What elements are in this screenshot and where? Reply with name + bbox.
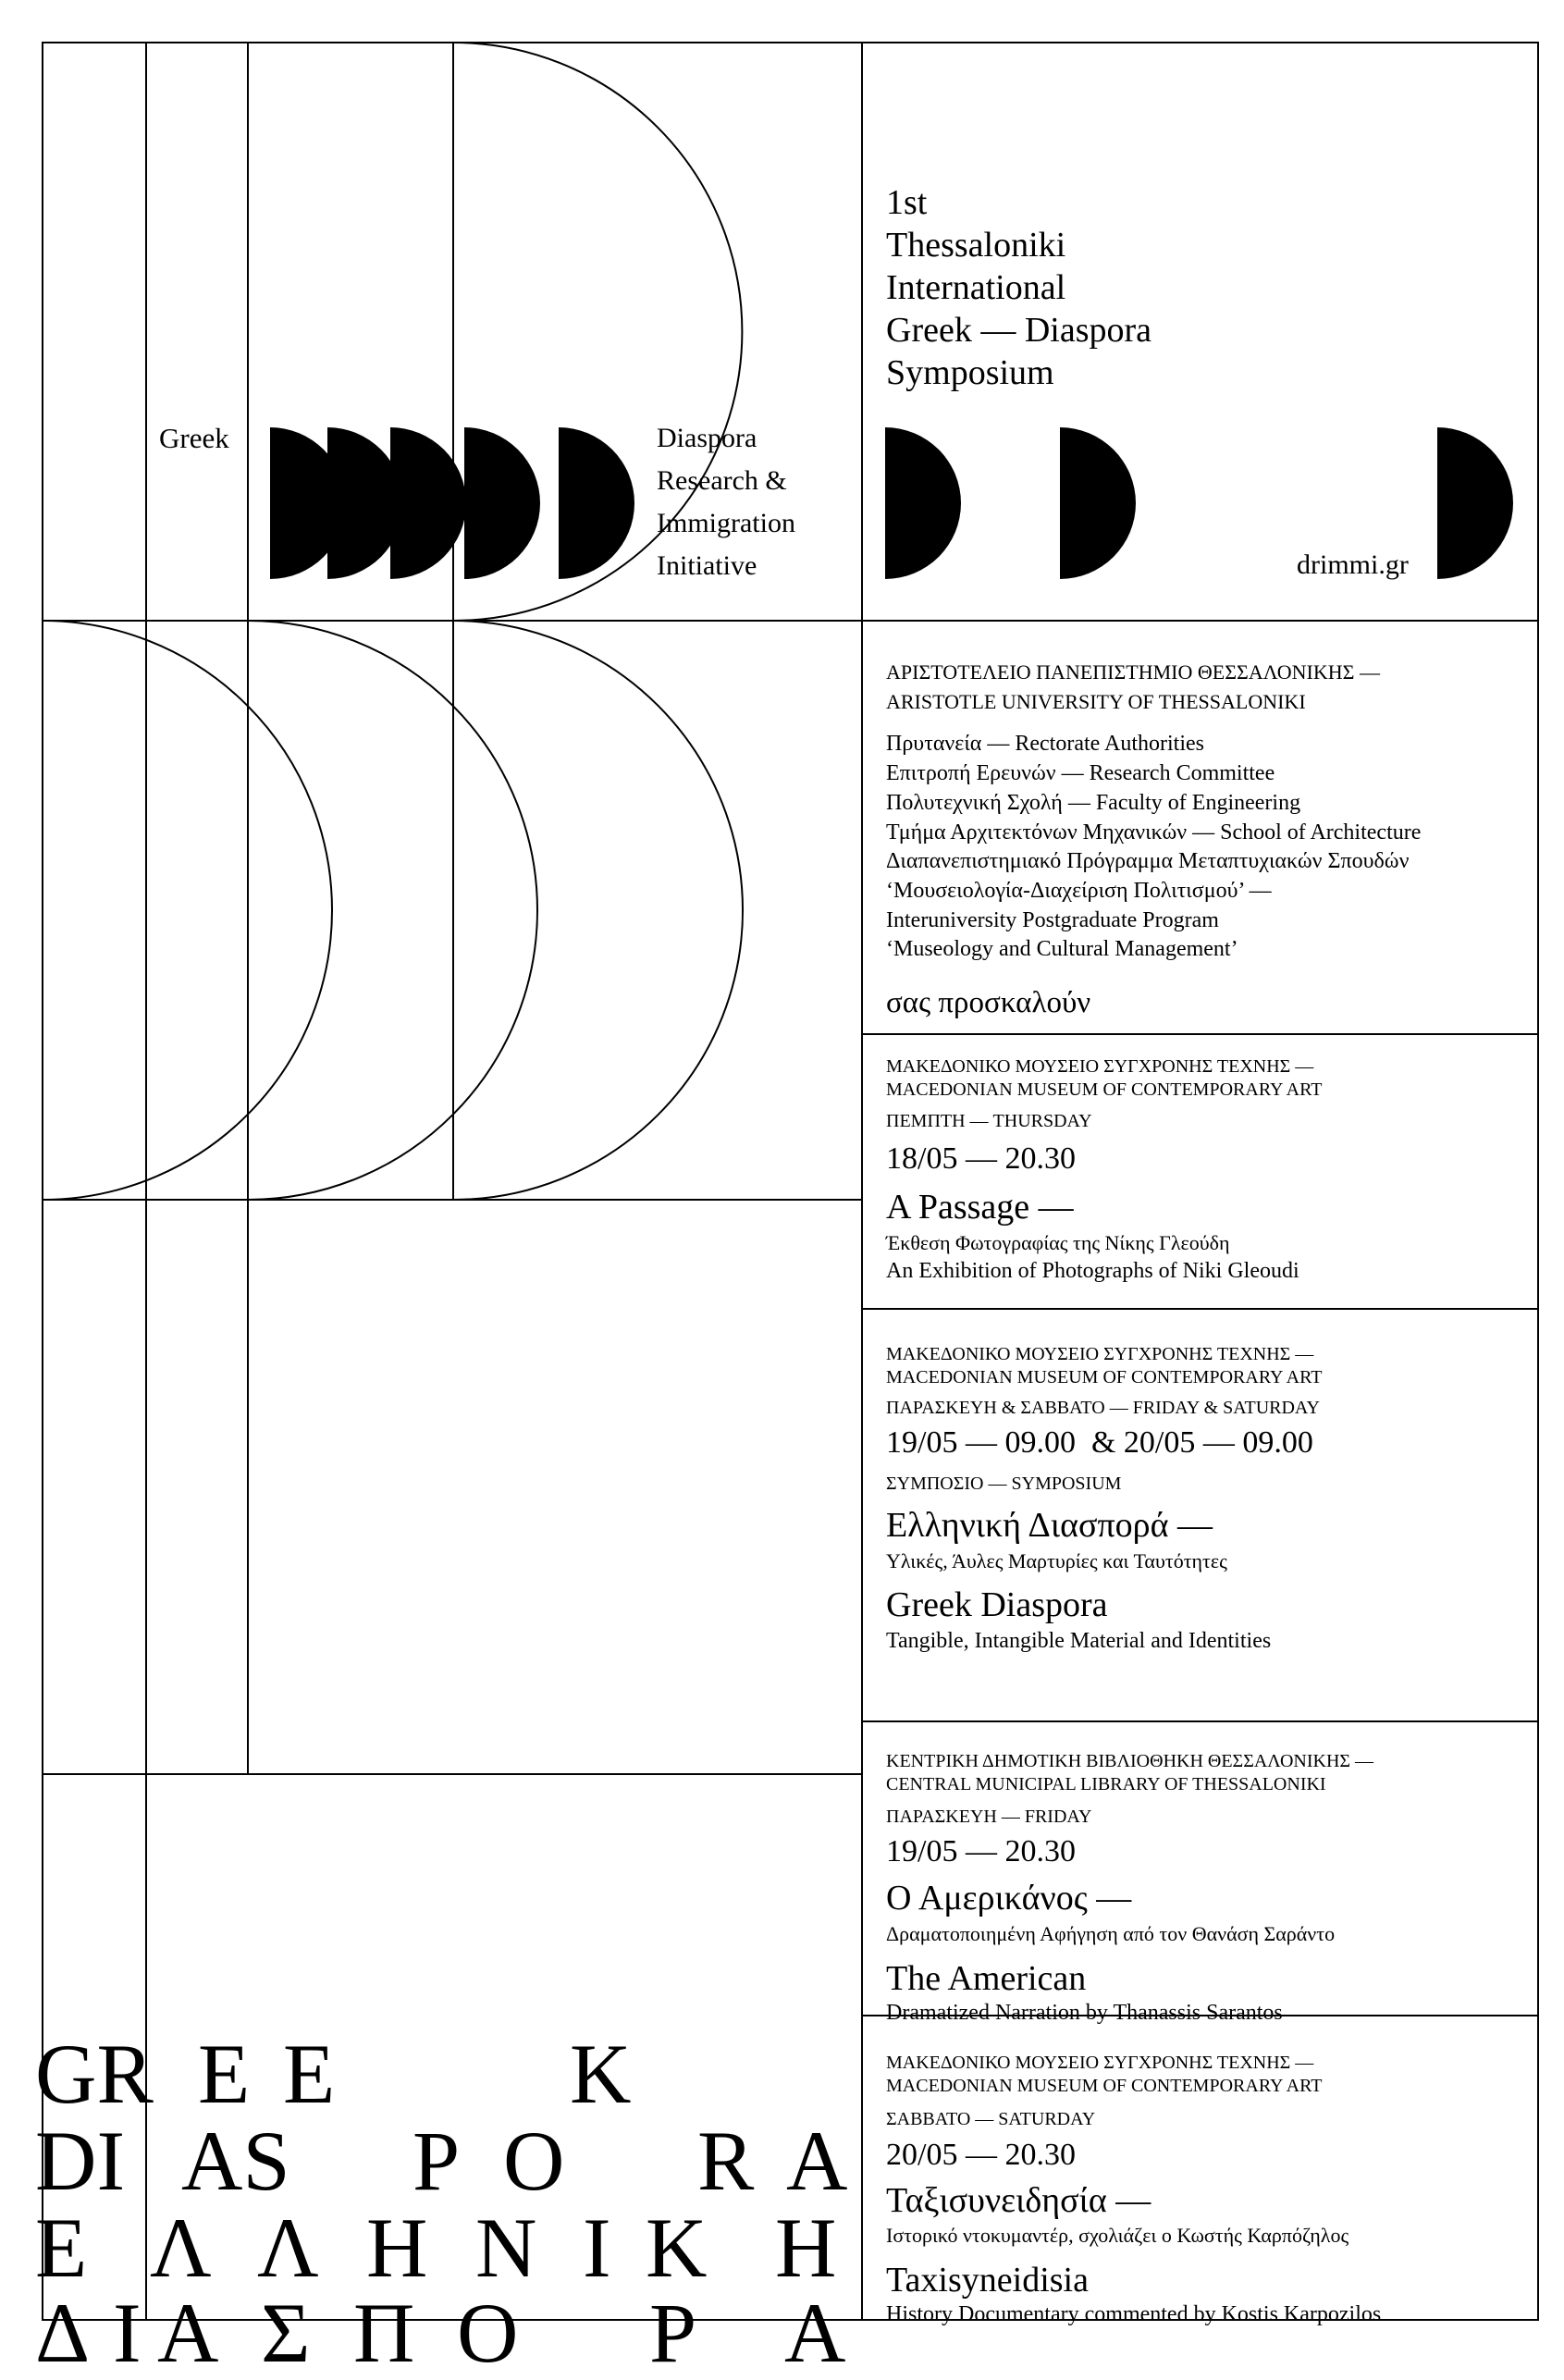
organizer-line: Επιτροπή Ερευνών — Research Committee (886, 761, 1275, 785)
event-3-title: Ο Αμερικάνος — (886, 1879, 1132, 1918)
big-letter: Ρ (649, 2286, 697, 2380)
event-2-subtitle: Υλικές, Άυλες Μαρτυρίες και Ταυτότητες (886, 1549, 1227, 1572)
event-4-venue-en: MACEDONIAN MUSEUM OF CONTEMPORARY ART (886, 2076, 1323, 2096)
event-2-subtitle-en: Tangible, Intangible Material and Identities (886, 1629, 1272, 1653)
logo-words-diaspora: Diaspora Research & Immigration Initiative (657, 423, 795, 581)
event-4-subtitle: Ιστορικό ντοκυμαντέρ, σχολιάζει ο Κωστής Καρπόζηλος (886, 2224, 1349, 2247)
event-1-venue: ΜΑΚΕΔΟΝΙΚΟ ΜΟΥΣΕΙΟ ΣΥΓΧΡΟΝΗΣ ΤΕΧΝΗΣ — (886, 1056, 1314, 1077)
lower-arc-1 (43, 621, 332, 1200)
event-1-venue-en: MACEDONIAN MUSEUM OF CONTEMPORARY ART (886, 1079, 1323, 1100)
big-letter: Ι (113, 2286, 142, 2380)
organizer-line: Interuniversity Postgraduate Program (886, 908, 1219, 932)
big-letter: Α (784, 2286, 846, 2380)
logo-word-greek: Greek (159, 422, 229, 454)
symposium-title: 1st Thessaloniki International Greek — Diaspora Symposium (886, 183, 1152, 392)
big-letter: E (198, 2027, 251, 2121)
big-letter: K (570, 2027, 632, 2121)
event-1-subtitle: Έκθεση Φωτογραφίας της Νίκης Γλεούδη (886, 1231, 1230, 1254)
event-2-day: ΠΑΡΑΣΚΕΥΗ & ΣΑΒΒΑΤΟ — FRIDAY & SATURDAY (886, 1398, 1320, 1418)
organizer-line: ‘Μουσειολογία-Διαχείριση Πολιτισμού’ — (886, 879, 1272, 903)
big-letter: Α (157, 2286, 219, 2380)
event-4-title: Ταξισυνειδησία — (886, 2181, 1151, 2220)
lower-arc-3 (453, 621, 743, 1200)
event-3-venue: ΚΕΝΤΡΙΚΗ ΔΗΜΟΤΙΚΗ ΒΙΒΛΙΟΘΗΚΗ ΘΕΣΣΑΛΟΝΙΚΗΣ — (886, 1751, 1374, 1771)
organizer-line: Τμήμα Αρχιτεκτόνων Μηχανικών — School of Architecture (886, 820, 1422, 845)
big-letter: DI (35, 2114, 126, 2208)
big-letter: A (786, 2114, 848, 2208)
half-disc-6 (885, 427, 961, 579)
half-disc-3 (390, 427, 466, 579)
event-1-day: ΠΕΜΠΤΗ — THURSDAY (886, 1111, 1092, 1131)
organizer-line: Διαπανεπιστημιακό Πρόγραμμα Μεταπτυχιακών Σπουδών (886, 849, 1410, 873)
big-letter: Σ (261, 2286, 311, 2380)
organizer-university-en: ARISTOTLE UNIVERSITY OF THESSALONIKI (886, 690, 1306, 713)
half-disc-8 (1437, 427, 1513, 579)
organizer-university: ΑΡΙΣΤΟΤΕΛΕΙΟ ΠΑΝΕΠΙΣΤΗΜΙΟ ΘΕΣΣΑΛΟΝΙΚΗΣ — (886, 660, 1380, 684)
event-2-title-en: Greek Diaspora (886, 1585, 1108, 1624)
big-letter: Ν (475, 2201, 537, 2295)
big-letter: AS (181, 2114, 290, 2208)
big-letter: Ο (457, 2286, 519, 2380)
event-4-datetime: 20/05 — 20.30 (886, 2138, 1076, 2172)
event-1-subtitle-en: An Exhibition of Photographs of Niki Gleoudi (886, 1259, 1299, 1283)
event-3-venue-en: CENTRAL MUNICIPAL LIBRARY OF THESSALONIKI (886, 1774, 1326, 1794)
event-3-subtitle: Δραματοποιημένη Αφήγηση από τον Θανάση Σαράντο (886, 1922, 1336, 1945)
organizer-line: Πρυτανεία — Rectorate Authorities (886, 732, 1204, 756)
event-3-subtitle-en: Dramatized Narration by Thanassis Sarantos (886, 2001, 1283, 2025)
event-4-day: ΣΑΒΒΑΤΟ — SATURDAY (886, 2109, 1096, 2129)
event-2-venue: ΜΑΚΕΔΟΝΙΚΟ ΜΟΥΣΕΙΟ ΣΥΓΧΡΟΝΗΣ ΤΕΧΝΗΣ — (886, 1344, 1314, 1364)
half-disc-7 (1060, 427, 1136, 579)
organizer-line: ‘Museology and Cultural Management’ (886, 937, 1238, 961)
event-3-day: ΠΑΡΑΣΚΕΥΗ — FRIDAY (886, 1807, 1092, 1827)
event-2-venue-en: MACEDONIAN MUSEUM OF CONTEMPORARY ART (886, 1367, 1323, 1387)
big-letter: E (283, 2027, 336, 2121)
big-letter: O (503, 2114, 565, 2208)
event-2-datetime: 19/05 — 09.00 & 20/05 — 09.00 (886, 1425, 1313, 1460)
event-1-title: A Passage — (886, 1188, 1074, 1227)
event-3-title-en: The American (886, 1959, 1087, 1998)
big-letter: Ε (35, 2201, 88, 2295)
organizer-invite: σας προσκαλούν (886, 986, 1091, 1019)
lower-arc-2 (248, 621, 537, 1200)
event-4-title-en: Taxisyneidisia (886, 2261, 1089, 2300)
big-letter: Η (366, 2201, 428, 2295)
big-letter: Π (353, 2286, 415, 2380)
big-letter: Δ (35, 2286, 91, 2380)
event-2-kind: ΣΥΜΠΟΣΙΟ — SYMPOSIUM (886, 1474, 1122, 1494)
big-letter: Λ (150, 2201, 212, 2295)
big-letter: Ι (583, 2201, 611, 2295)
big-letter: GR (35, 2027, 154, 2121)
event-1-datetime: 18/05 — 20.30 (886, 1141, 1076, 1176)
event-2-title: Ελληνική Διασπορά — (886, 1506, 1213, 1545)
big-letter: Κ (646, 2201, 708, 2295)
big-letter: Η (775, 2201, 837, 2295)
half-disc-5 (559, 427, 634, 579)
big-letter: R (697, 2114, 755, 2208)
big-letter: Λ (257, 2201, 319, 2295)
half-disc-4 (464, 427, 540, 579)
big-letter: P (413, 2114, 461, 2208)
event-3-datetime: 19/05 — 20.30 (886, 1834, 1076, 1868)
website-link[interactable]: drimmi.gr (1297, 549, 1409, 580)
event-4-subtitle-en: History Documentary commented by Kostis Karpozilos (886, 2302, 1382, 2326)
event-4-venue: ΜΑΚΕΔΟΝΙΚΟ ΜΟΥΣΕΙΟ ΣΥΓΧΡΟΝΗΣ ΤΕΧΝΗΣ — (886, 2053, 1314, 2073)
organizer-line: Πολυτεχνική Σχολή — Faculty of Engineering (886, 791, 1301, 815)
